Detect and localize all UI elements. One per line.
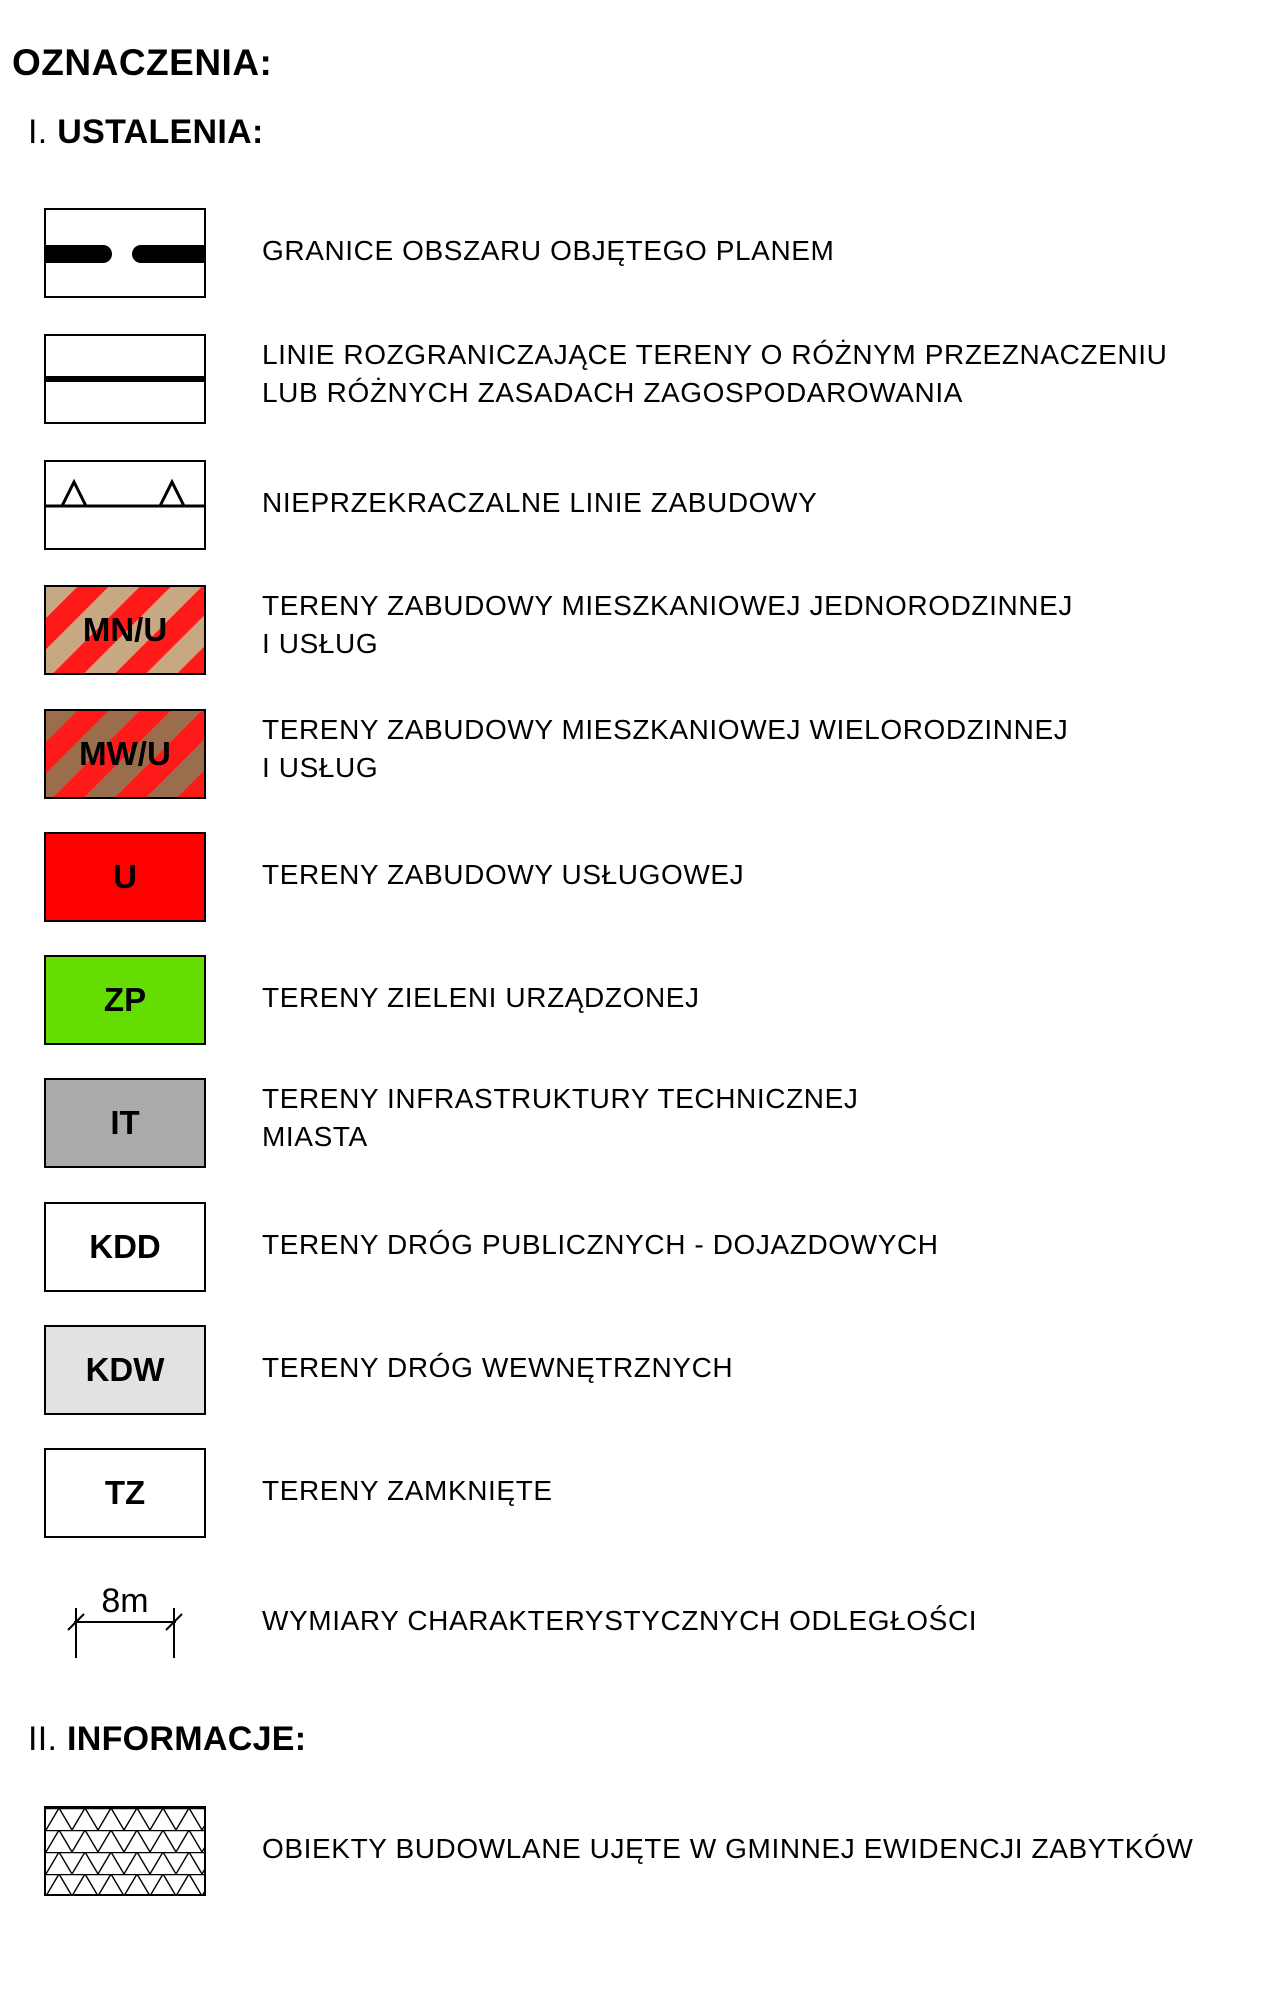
legend-item-description <box>262 856 744 894</box>
section-informacje-numeral: II. <box>28 1720 58 1758</box>
legend-item-wymiary <box>0 1572 1262 1672</box>
legend-item-description <box>262 1602 977 1640</box>
legend-item-text: NIEPRZEKRACZALNE LINIE ZABUDOWY <box>262 487 818 518</box>
zone-code-label: TZ <box>104 1474 146 1511</box>
legend-item-text: I USŁUG <box>262 628 379 659</box>
legend-item-text: TERENY ZABUDOWY MIESZKANIOWEJ WIELORODZINNEJ <box>262 714 1069 745</box>
legend-item-description <box>262 711 1068 787</box>
dashed-boundary-icon <box>46 210 206 298</box>
legend-item-text: OBIEKTY BUDOWLANE UJĘTE W GMINNEJ EWIDENCJI ZABYTKÓW <box>262 1833 1194 1864</box>
legend-item-text: LINIE ROZGRANICZAJĄCE TERENY O RÓŻNYM PRZEZNACZENIU <box>262 339 1168 370</box>
it-symbol <box>44 1078 206 1168</box>
legend-item-tz <box>0 1448 1262 1548</box>
u-symbol <box>44 832 206 922</box>
legend-item-u <box>0 832 1262 932</box>
legend-item-kdd <box>0 1202 1262 1302</box>
legend-item-text: I USŁUG <box>262 752 379 783</box>
solid-line-icon <box>46 336 206 424</box>
tz-symbol <box>44 1448 206 1538</box>
legend-item-description <box>262 336 1167 412</box>
legend-item-description <box>262 587 1073 663</box>
legend-item-description <box>262 1226 939 1264</box>
dimension-symbol <box>44 1572 206 1662</box>
legend-item-text: TERENY ZIELENI URZĄDZONEJ <box>262 982 700 1013</box>
legend-item-description <box>262 1080 858 1156</box>
kdw-symbol <box>44 1325 206 1415</box>
legend-item-it <box>0 1078 1262 1178</box>
legend-title: OZNACZENIA: <box>12 42 273 83</box>
legend-item-text: TERENY ZAMKNIĘTE <box>262 1475 553 1506</box>
zone-code-label: MN/U <box>82 611 168 648</box>
kdd-symbol <box>44 1202 206 1292</box>
section-ustalenia-heading <box>28 113 264 152</box>
legend-item-zabytki <box>0 1806 1262 1906</box>
heritage-hatch-symbol <box>44 1806 206 1896</box>
mn-u-symbol <box>44 585 206 675</box>
solid-line-symbol <box>44 334 206 424</box>
legend-item-text: TERENY ZABUDOWY MIESZKANIOWEJ JEDNORODZINNEJ <box>262 590 1073 621</box>
legend-item-description <box>262 232 834 270</box>
legend-item-kdw <box>0 1325 1262 1425</box>
legend-item-text: GRANICE OBSZARU OBJĘTEGO PLANEM <box>262 235 835 266</box>
dimension-line-icon <box>44 1572 204 1662</box>
section-informacje-label: INFORMACJE: <box>67 1720 307 1758</box>
zone-code-label: KDW <box>85 1351 165 1388</box>
legend-item-linie-zabudowy <box>0 460 1262 560</box>
legend-item-text: TERENY DRÓG WEWNĘTRZNYCH <box>262 1352 734 1383</box>
legend-item-description <box>262 979 700 1017</box>
section-informacje-heading <box>28 1720 306 1759</box>
zone-code-label: KDD <box>89 1228 161 1265</box>
legend-item-text: TERENY DRÓG PUBLICZNYCH - DOJAZDOWYCH <box>262 1229 939 1260</box>
legend-item-text: LUB RÓŻNYCH ZASADACH ZAGOSPODAROWANIA <box>262 377 964 408</box>
legend-item-linie-rozgraniczajace <box>0 334 1262 434</box>
section-ustalenia-label: USTALENIA: <box>57 113 264 151</box>
dashed-boundary-symbol <box>44 208 206 298</box>
legend-item-text: WYMIARY CHARAKTERYSTYCZNYCH ODLEGŁOŚCI <box>262 1605 978 1636</box>
triangle-building-line-icon <box>46 462 206 550</box>
zone-code-label: U <box>113 858 137 895</box>
legend-item-mn-u <box>0 585 1262 685</box>
legend-item-mw-u <box>0 709 1262 809</box>
mw-u-symbol <box>44 709 206 799</box>
zone-code-label: MW/U <box>79 735 171 772</box>
building-line-symbol <box>44 460 206 550</box>
hatch-pattern-icon <box>46 1808 206 1896</box>
legend-item-text: TERENY ZABUDOWY USŁUGOWEJ <box>262 859 745 890</box>
legend-item-description <box>262 1349 733 1387</box>
dimension-value: 8m <box>101 1582 149 1620</box>
legend-item-description <box>262 484 817 522</box>
legend-item-text: MIASTA <box>262 1121 368 1152</box>
legend-item-text: TERENY INFRASTRUKTURY TECHNICZNEJ <box>262 1083 859 1114</box>
legend-item-granice <box>0 208 1262 308</box>
section-ustalenia-numeral: I. <box>28 113 48 151</box>
zone-code-label: ZP <box>103 981 147 1018</box>
legend-item-description <box>262 1472 553 1510</box>
legend-item-description <box>262 1830 1193 1868</box>
zp-symbol <box>44 955 206 1045</box>
zone-code-label: IT <box>110 1104 140 1141</box>
legend-item-zp <box>0 955 1262 1055</box>
